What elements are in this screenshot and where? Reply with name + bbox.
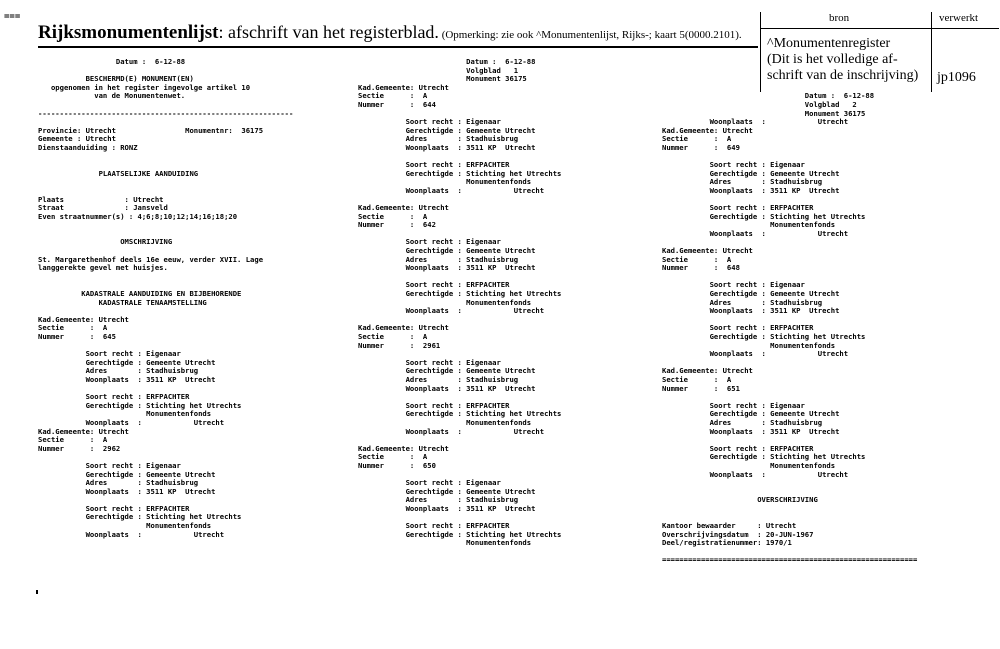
register-line: Volgblad 2 — [662, 99, 857, 109]
verwerkt-label: verwerkt — [939, 12, 979, 24]
bron-line: schrift van de inschrijving) — [767, 68, 919, 83]
bron-label: bron — [829, 12, 850, 24]
register-line: Soort recht : ERFPACHTER — [358, 160, 510, 170]
register-line: Gerechtigde : Gemeente Utrecht — [38, 469, 216, 479]
register-line: Monumentenfonds — [358, 177, 532, 187]
register-line: OMSCHRIJVING — [38, 237, 173, 247]
register-line: Woonplaats : Utrecht — [662, 349, 849, 359]
register-line: BESCHERMD(E) MONUMENT(EN) — [38, 74, 194, 84]
register-line: Dienstaanduiding : RONZ — [38, 142, 138, 152]
register-line: Sectie : A — [662, 134, 732, 144]
register-line: Deel/registratienummer: 1970/1 — [662, 538, 792, 548]
register-line: Monumentenfonds — [662, 220, 836, 230]
register-line: Kad.Gemeente: Utrecht — [358, 323, 449, 333]
register-line — [38, 221, 328, 230]
register-line: Kad.Gemeente: Utrecht — [358, 203, 449, 213]
verwerkt-code: jp1096 — [937, 70, 976, 85]
title-main: Rijksmonumentenlijst — [38, 22, 219, 43]
register-line: Kad.Gemeente: Utrecht — [38, 426, 129, 436]
register-line: Gerechtigde : Stichting het Utrechts — [38, 512, 242, 522]
register-column-2 — [358, 58, 638, 548]
register-column-3 — [662, 58, 962, 565]
register-line: Monumentenfonds — [662, 340, 836, 350]
bron-line: (Dit is het volledige af- — [767, 52, 898, 67]
register-line: langgerekte gevel met huisjes. — [38, 263, 168, 273]
register-line: Monument 36175 — [358, 74, 527, 84]
register-line: Soort recht : Eigenaar — [38, 349, 181, 359]
register-line: Gerechtigde : Stichting het Utrechts — [358, 168, 562, 178]
page-title — [38, 22, 758, 44]
register-line: Soort recht : ERFPACHTER — [662, 443, 814, 453]
register-line: KADASTRALE AANDUIDING EN BIJBEHORENDE — [38, 289, 242, 299]
register-line: Woonplaats : Utrecht — [662, 469, 849, 479]
register-line: Monumentenfonds — [358, 417, 532, 427]
register-line: Woonplaats : Utrecht — [662, 228, 849, 238]
register-line: Kantoor bewaarder : Utrecht — [662, 521, 797, 531]
register-line: Woonplaats : 3511 KP Utrecht — [358, 383, 536, 393]
register-line: Adres : Stadhuisbrug — [38, 366, 199, 376]
register-line: Nummer : 651 — [662, 383, 740, 393]
register-line: Adres : Stadhuisbrug — [358, 254, 519, 264]
register-line: Woonplaats : 3511 KP Utrecht — [358, 142, 536, 152]
register-line: Kad.Gemeente: Utrecht — [662, 366, 753, 376]
register-line: Adres : Stadhuisbrug — [662, 297, 823, 307]
register-line: OVERSCHRIJVING — [662, 495, 818, 505]
register-line: Sectie : A — [358, 452, 428, 462]
register-line: opgenomen in het register ingevolge artikel 10 — [38, 82, 251, 92]
register-line: Soort recht : ERFPACHTER — [662, 203, 814, 213]
register-line: Gerechtigde : Stichting het Utrechts — [358, 529, 562, 539]
register-line: Sectie : A — [358, 91, 428, 101]
register-line — [38, 178, 328, 187]
register-line: Monumentenfonds — [358, 538, 532, 548]
edge-mark — [36, 590, 38, 594]
register-line: Datum : 6-12-88 — [358, 57, 536, 66]
register-line: ----------------------------------------------------------- — [38, 108, 294, 118]
register-line: Monumentenfonds — [38, 521, 212, 531]
register-line: Sectie : A — [38, 435, 108, 445]
source-box-header-line — [761, 28, 999, 29]
register-line: Woonplaats : 3511 KP Utrecht — [358, 503, 536, 513]
register-line: Gerechtigde : Gemeente Utrecht — [358, 366, 536, 376]
register-line: Gerechtigde : Stichting het Utrechts — [662, 452, 866, 462]
register-line: Datum : 6-12-88 — [662, 91, 875, 101]
register-line: Woonplaats : 3511 KP Utrecht — [662, 185, 840, 195]
register-line — [38, 153, 328, 162]
margin-mark: === — [4, 12, 21, 22]
register-line: Datum : 6-12-88 — [38, 57, 186, 66]
title-rule — [38, 46, 758, 48]
register-line: Adres : Stadhuisbrug — [358, 374, 519, 384]
register-line: Adres : Stadhuisbrug — [358, 134, 519, 144]
register-line: PLAATSELIJKE AANDUIDING — [38, 168, 199, 178]
register-line: Soort recht : ERFPACHTER — [38, 503, 190, 513]
register-line: Nummer : 645 — [38, 332, 116, 341]
register-line: Gerechtigde : Stichting het Utrechts — [358, 289, 562, 299]
bron-line: ^Monumentenregister — [767, 36, 891, 51]
register-line: Kad.Gemeente: Utrecht — [358, 443, 449, 453]
title-note: (Opmerking: zie ook ^Monumentenlijst, Rijks-; kaart 5(0000.2101). — [438, 29, 742, 41]
register-line: Gerechtigde : Gemeente Utrecht — [358, 486, 536, 496]
register-line: Soort recht : Eigenaar — [358, 117, 501, 127]
register-line: Soort recht : Eigenaar — [358, 478, 501, 488]
register-line: Gerechtigde : Stichting het Utrechts — [38, 400, 242, 410]
register-line: =========================================================== — [662, 555, 918, 565]
register-line: Soort recht : Eigenaar — [662, 280, 805, 290]
register-line: Adres : Stadhuisbrug — [358, 495, 519, 505]
register-line: Gerechtigde : Gemeente Utrecht — [38, 357, 216, 367]
register-line: Kad.Gemeente: Utrecht — [358, 82, 449, 92]
register-line — [662, 58, 962, 67]
register-line: Soort recht : ERFPACHTER — [358, 400, 510, 410]
register-line: Volgblad 1 — [358, 65, 519, 75]
register-line: Plaats : Utrecht — [38, 194, 164, 204]
register-line: Gerechtigde : Stichting het Utrechts — [662, 332, 866, 341]
register-line: Sectie : A — [358, 211, 428, 221]
register-line: KADASTRALE TENAAMSTELLING — [38, 297, 207, 307]
register-line: van de Monumentenwet. — [38, 91, 186, 101]
register-line — [662, 75, 962, 84]
register-line: Soort recht : Eigenaar — [358, 237, 501, 247]
register-line: Nummer : 642 — [358, 220, 436, 230]
register-line: Woonplaats : Utrecht — [358, 306, 545, 316]
register-line: Nummer : 2962 — [38, 443, 121, 453]
register-line: Monument 36175 — [662, 108, 866, 118]
register-line: Adres : Stadhuisbrug — [662, 177, 823, 187]
register-line: Soort recht : ERFPACHTER — [38, 392, 190, 402]
register-line: Adres : Stadhuisbrug — [662, 417, 823, 427]
register-line: Gerechtigde : Stichting het Utrechts — [358, 409, 562, 419]
register-line: Gerechtigde : Stichting het Utrechts — [662, 211, 866, 221]
register-line: Gerechtigde : Gemeente Utrecht — [662, 289, 840, 299]
register-line: Soort recht : ERFPACHTER — [358, 280, 510, 290]
register-line — [662, 479, 962, 488]
register-line: Gemeente : Utrecht — [38, 134, 116, 144]
register-line: Nummer : 648 — [662, 263, 740, 273]
register-line: Woonplaats : Utrecht — [38, 417, 225, 427]
register-line: Sectie : A — [38, 323, 108, 333]
register-line: Nummer : 2961 — [358, 340, 441, 350]
register-line: Woonplaats : Utrecht — [662, 117, 849, 127]
register-line: Woonplaats : Utrecht — [358, 426, 545, 436]
register-line: Soort recht : Eigenaar — [38, 460, 181, 470]
register-line: Straat : Jansveld — [38, 203, 168, 213]
register-column-1 — [38, 58, 328, 539]
register-line: Monumentenfonds — [38, 409, 212, 419]
register-line: Kad.Gemeente: Utrecht — [662, 246, 753, 256]
register-line: Sectie : A — [662, 374, 732, 384]
register-line: Soort recht : Eigenaar — [662, 160, 805, 170]
register-line — [662, 67, 962, 76]
register-line: Monumentenfonds — [662, 460, 836, 470]
register-line: Overschrijvingsdatum : 20-JUN-1967 — [662, 529, 814, 539]
register-line: Soort recht : ERFPACHTER — [358, 521, 510, 531]
register-line: Soort recht : Eigenaar — [358, 357, 501, 367]
register-line — [662, 505, 962, 514]
register-line: St. Margarethenhof deels 16e eeuw, verder XVII. Lage — [38, 254, 264, 264]
register-line — [38, 273, 328, 282]
register-line: Nummer : 650 — [358, 460, 436, 470]
register-line: Provincie: Utrecht Monumentnr: 36175 — [38, 125, 264, 135]
register-line: Even straatnummer(s) : 4;6;8;10;12;14;16;18;20 — [38, 211, 238, 221]
register-line: Gerechtigde : Gemeente Utrecht — [358, 246, 536, 256]
register-line: Woonplaats : Utrecht — [358, 185, 545, 195]
register-line: Sectie : A — [358, 332, 428, 341]
register-line: Gerechtigde : Gemeente Utrecht — [358, 125, 536, 135]
register-line: Gerechtigde : Gemeente Utrecht — [662, 409, 840, 419]
register-line: Soort recht : Eigenaar — [662, 400, 805, 410]
register-line: Sectie : A — [662, 254, 732, 264]
register-line: Kad.Gemeente: Utrecht — [662, 125, 753, 135]
register-line: Nummer : 649 — [662, 142, 740, 152]
register-line: Gerechtigde : Gemeente Utrecht — [662, 168, 840, 178]
register-line: Kad.Gemeente: Utrecht — [38, 314, 129, 324]
register-line: Woonplaats : 3511 KP Utrecht — [38, 374, 216, 384]
register-line: Nummer : 644 — [358, 99, 436, 109]
register-line: Woonplaats : 3511 KP Utrecht — [38, 486, 216, 496]
register-line: Woonplaats : 3511 KP Utrecht — [358, 263, 536, 273]
register-line: Woonplaats : 3511 KP Utrecht — [662, 306, 840, 316]
register-line: Soort recht : ERFPACHTER — [662, 323, 814, 333]
register-line: Monumentenfonds — [358, 297, 532, 307]
register-line: Woonplaats : 3511 KP Utrecht — [662, 426, 840, 436]
register-line: Adres : Stadhuisbrug — [38, 478, 199, 488]
register-line: Woonplaats : Utrecht — [38, 529, 225, 539]
title-rest: : afschrift van het registerblad. — [218, 22, 439, 42]
